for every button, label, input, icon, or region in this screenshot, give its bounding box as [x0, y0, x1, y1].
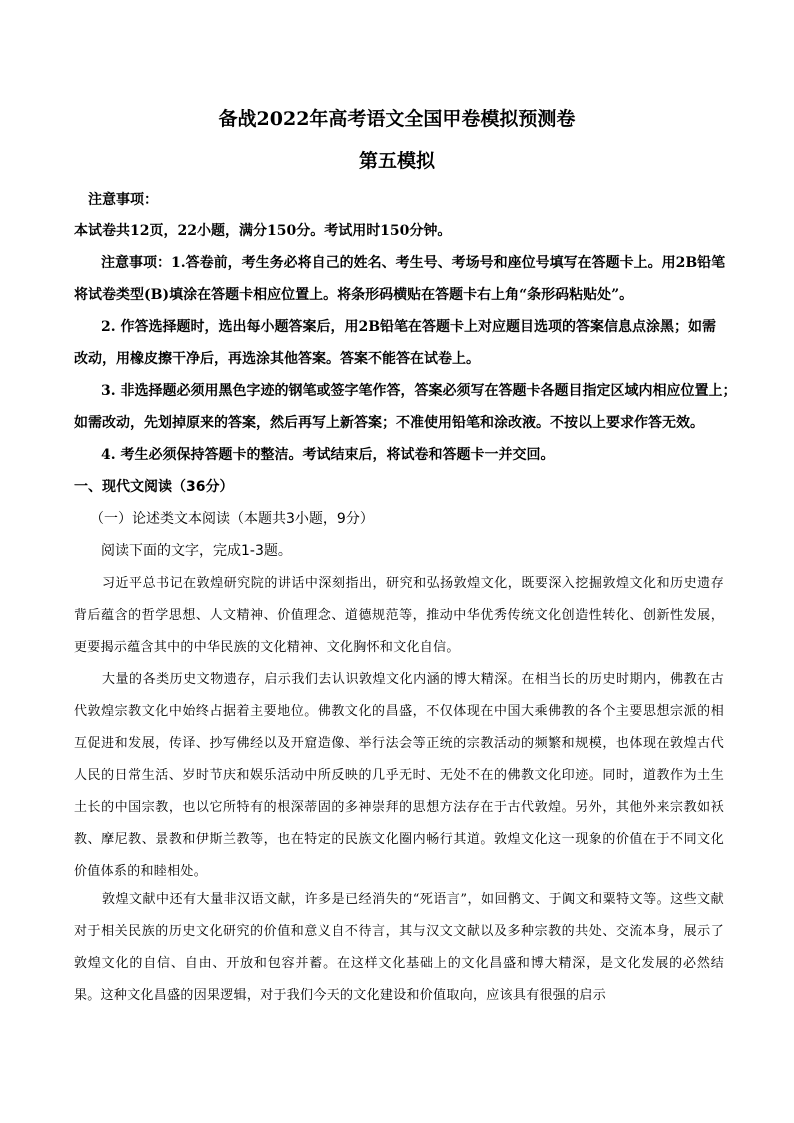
- notice-item-4: 4. 考生必须保持答题卡的整洁。考试结束后，将试卷和答题卡一并交回。: [101, 447, 555, 463]
- page-subtitle: 第五模拟: [358, 150, 435, 172]
- notice-heading: 注意事项：: [88, 192, 158, 208]
- notice-item-1b: 将试卷类型(B)填涂在答题卡相应位置上。将条形码横贴在答题卡右上角“条形码粘贴处”。: [74, 287, 634, 303]
- passage-paragraph-2: 大量的各类历史文物遗存，启示我们去认识敦煌文化内涵的博大精深。在相当长的历史时期内，佛教在古代敦煌宗教文化中始终占据着主要地位。佛教文化的昌盛，不仅体现在中国大乘佛教的各个主要思想宗派的相互促进和发展，传译、抄写佛经以及开窟造像、举行法会等正统的宗教活动的频繁和规模，也体现在敦煌古代人民的日常生活、岁时节庆和娱乐活动中所反映的几乎无时、无处不在的佛教文化印迹。同时，道教作为土生土长的中国宗教，也以它所特有的根深蒂固的多神崇拜的思想方法存在于古代敦煌。另外，其他外来宗教如袄教、摩尼教、景教和伊斯兰教等，也在特定的民族文化圈内畅行其道。敦煌文化这一现象的价值在于不同文化价值体系的和睦相处。: [74, 672, 724, 879]
- notice-item-2b: 改动，用橡皮擦干净后，再选涂其他答案。答案不能答在试卷上。: [74, 351, 480, 367]
- section-subheading: （一）论述类文本阅读（本题共3小题，9分）: [90, 511, 374, 527]
- passage-paragraph-1: 习近平总书记在敦煌研究院的讲话中深刻指出，研究和弘扬敦煌文化，既要深入挖掘敦煌文化和历史遗存背后蕴含的哲学思想、人文精神、价值理念、道德规范等，推动中华优秀传统文化创造性转化、创新性发展，更要揭示蕴含其中的中华民族的文化精神、文化胸怀和文化自信。: [74, 576, 724, 655]
- notice-item-3b: 如需改动，先划掉原来的答案，然后再写上新答案；不准使用铅笔和涂改液。不按以上要求作答无效。: [74, 415, 704, 431]
- passage-paragraph-3: 敦煌文献中还有大量非汉语文献，许多是已经消失的“死语言”，如回鹘文、于阗文和粟特文等。这些文献对于相关民族的历史文化研究的价值和意义自不待言，其与汉文文献以及多种宗教的共处、交流本身，展示了敦煌文化的自信、自由、开放和包容并蓄。在这样文化基础上的文化昌盛和博大精深，是文化发展的必然结果。这种文化昌盛的因果逻辑，对于我们今天的文化建设和价值取向，应该具有很强的启示: [74, 892, 724, 1003]
- section-heading: 一、现代文阅读（36分）: [74, 479, 234, 495]
- notice-line-1: 本试卷共12页，22小题，满分150分。考试用时150分钟。: [74, 223, 452, 239]
- page-title: 备战2022年高考语文全国甲卷模拟预测卷: [218, 108, 576, 130]
- section-instruction: 阅读下面的文字，完成1-3题。: [101, 543, 292, 559]
- notice-item-3a: 3. 非选择题必须用黑色字迹的钢笔或签字笔作答，答案必须写在答题卡各题目指定区域内相应位置上；: [101, 383, 737, 399]
- notice-item-2a: 2. 作答选择题时，选出每小题答案后，用2B铅笔在答题卡上对应题目选项的答案信息点涂黑；如需: [101, 319, 717, 335]
- notice-item-1a: 注意事项：1.答卷前，考生务必将自己的姓名、考生号、考场号和座位号填写在答题卡上。用2B铅笔: [101, 255, 726, 271]
